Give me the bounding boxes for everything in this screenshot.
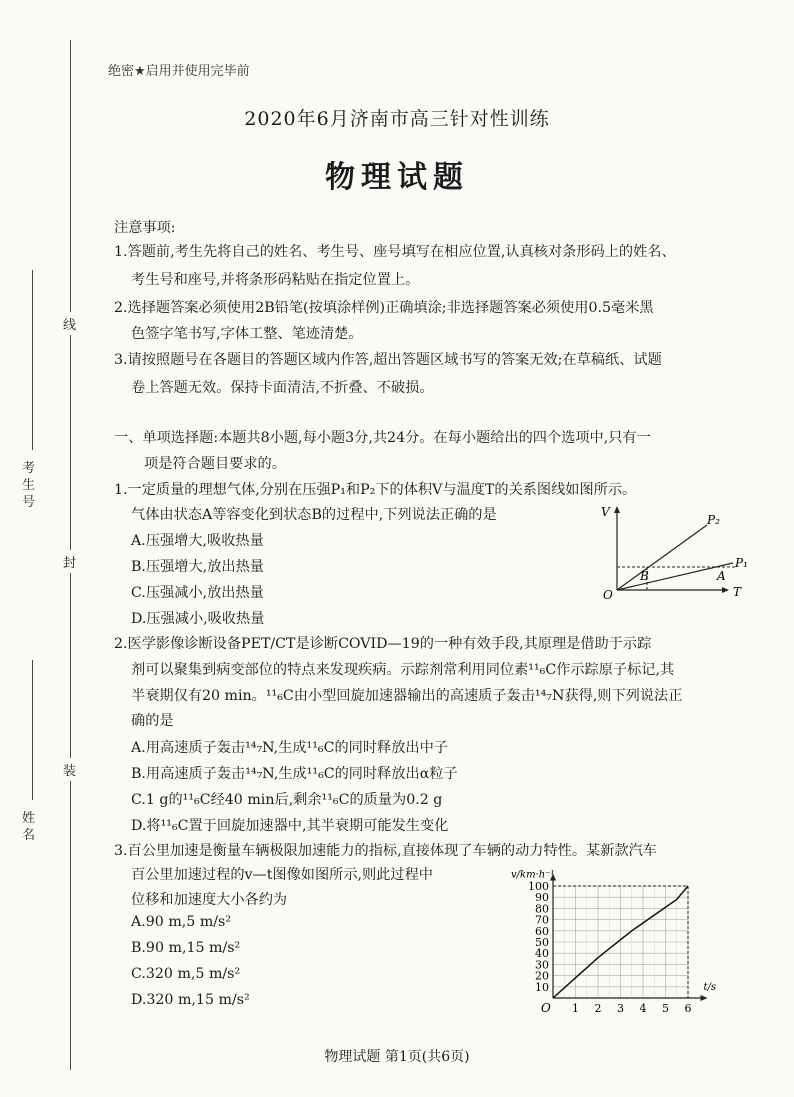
t-axis-label: T [733,585,742,599]
subject-title: 物理试题 [325,160,469,195]
notes-line: 3.请按照题号在各题目的答题区域内作答,超出答题区域书写的答案无效;在草稿纸、试题 [114,352,662,368]
graph-v-arrow [614,506,620,513]
chart-x-arrow [701,995,708,1001]
seal-char-seal: 封 [63,550,76,573]
q2-option-d: D.将¹¹₆C置于回旋加速器中,其半衰期可能发生变化 [131,818,449,834]
x-tick-label: 5 [662,1002,669,1015]
section-heading: 一、单项选择题:本题共8小题,每小题3分,共24分。在每小题给出的四个选项中,只有一 [114,430,651,446]
point-b-label: B [640,569,649,583]
p2-line [617,525,707,590]
origin-label: O [603,588,613,602]
y-tick-label: 20 [535,969,549,983]
notes-line: 色签字笔书写,字体工整、笔迹清楚。 [131,326,363,342]
name-label: 姓名 [22,811,36,843]
q1-option-a: A.压强增大,吸收热量 [131,533,264,549]
x-axis-label: t/s [703,982,717,993]
q2-option-b: B.用高速质子轰击¹⁴₇N,生成¹¹₆C的同时释放出α粒子 [131,766,458,782]
section-heading-cont: 项是符合题目要求的。 [144,456,286,472]
origin-label: O [541,1001,551,1015]
q1-option-c: C.压强减小,放出热量 [131,585,264,601]
x-tick-label: 1 [572,1002,579,1015]
name-blank [32,660,33,800]
notes-title: 注意事项: [114,220,176,236]
notes-line: 卷上答题无效。保持卡面清洁,不折叠、不破损。 [131,380,434,396]
point-a-label: A [717,569,726,583]
q2-stem-cont: 剂可以聚集到病变部位的特点来发现疾病。示踪剂常利用同位素¹¹₆C作示踪原子标记,其 [131,662,675,678]
q3-stem-cont: 位移和加速度大小各约为 [131,892,288,908]
seal-char-bind: 装 [63,758,76,781]
q2-option-c: C.1 g的¹¹₆C经40 min后,剩余¹¹₆C的质量为0.2 g [131,792,443,808]
y-axis-label: v/km·h⁻¹ [511,869,555,881]
q1-option-b: B.压强增大,放出热量 [131,559,264,575]
q1-stem: 1.一定质量的理想气体,分别在压强P₁和P₂下的体积V与温度T的关系图线如图所示。 [114,482,637,498]
q3-option-a: A.90 m,5 m/s² [131,914,232,930]
exam-no-blank [32,270,33,450]
x-tick-label: 3 [617,1002,624,1015]
q3-vt-chart [505,868,755,1023]
y-tick-label: 90 [535,891,549,905]
q2-option-a: A.用高速质子轰击¹⁴₇N,生成¹¹₆C的同时释放出中子 [131,740,448,756]
notes-line: 1.答题前,考生先将自己的姓名、考生号、座号填写在相应位置,认真核对条形码上的姓名、 [114,244,676,260]
q3-stem-cont: 百公里加速过程的v—t图像如图所示,则此过程中 [131,867,433,883]
p2-label: P₂ [707,513,720,527]
v-axis-label: V [601,505,610,519]
y-tick-label: 70 [535,913,549,927]
page-footer: 物理试题 第1页(共6页) [324,1049,470,1065]
exam-no-label: 考生号 [22,461,36,510]
q3-stem: 3.百公里加速是衡量车辆极限加速能力的指标,直接体现了车辆的动力特性。某新款汽车 [114,843,657,859]
p1-label: P₁ [735,556,748,570]
q2-stem: 2.医学影像诊断设备PET/CT是诊断COVID—19的一种有效手段,其原理是借助于示踪 [114,636,652,652]
notes-line: 考生号和座号,并将条形码粘贴在指定位置上。 [131,272,420,288]
y-tick-label: 40 [535,947,549,961]
q2-stem-cont: 半衰期仅有20 min。¹¹₆C由小型回旋加速器输出的高速质子轰击¹⁴₇N获得,则下列说法正 [131,688,683,704]
q3-option-b: B.90 m,15 m/s² [131,940,241,956]
y-tick-label: 80 [535,902,549,916]
y-tick-label: 30 [535,958,549,972]
q3-option-c: C.320 m,5 m/s² [131,966,241,982]
x-tick-label: 2 [594,1002,602,1015]
graph-t-arrow [722,587,729,593]
notes-line: 2.选择题答案必须使用2B铅笔(按填涂样例)正确填涂;非选择题答案必须使用0.5毫米黑 [114,300,654,316]
seal-char-line: 线 [63,312,76,335]
q3-option-d: D.320 m,15 m/s² [131,992,250,1008]
confidential-label: 绝密★启用并使用完毕前 [108,64,250,79]
x-tick-label: 4 [639,1002,647,1015]
x-tick-label: 6 [684,1002,692,1015]
q2-stem-cont: 确的是 [131,713,174,729]
y-tick-label: 10 [535,980,549,994]
q1-option-d: D.压强减小,吸收热量 [131,611,265,627]
y-tick-label: 60 [535,924,549,938]
q1-vt-graph [595,500,755,605]
q1-stem-cont: 气体由状态A等容变化到状态B的过程中,下列说法正确的是 [131,507,497,523]
y-tick-label: 50 [535,936,549,949]
y-tick-label: 100 [528,880,549,893]
exam-name: 2020年6月济南市高三针对性训练 [244,108,550,130]
